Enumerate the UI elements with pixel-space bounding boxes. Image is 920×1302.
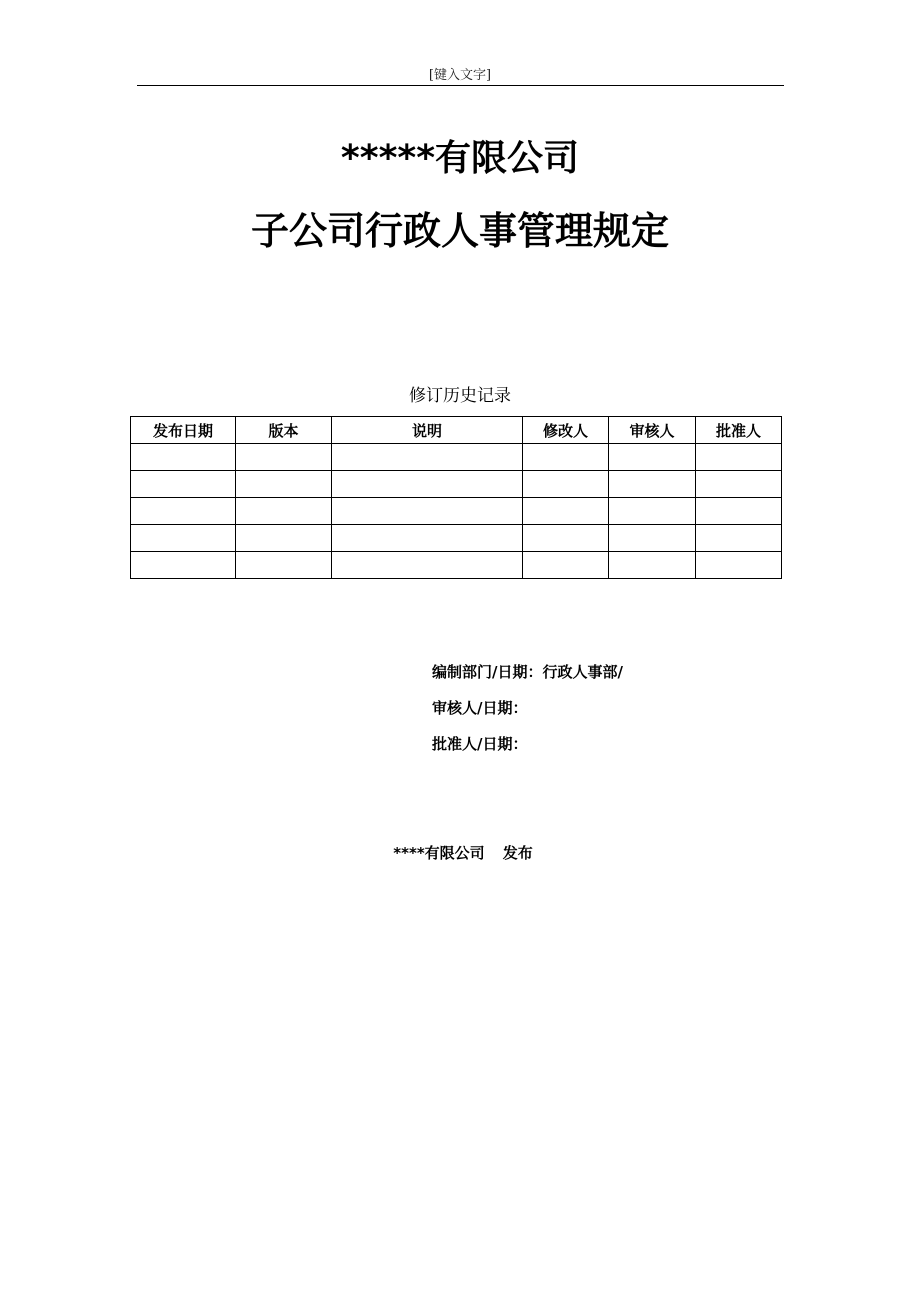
table-cell bbox=[523, 498, 609, 525]
header-rule bbox=[137, 85, 784, 86]
table-row bbox=[131, 444, 782, 471]
table-cell bbox=[332, 498, 523, 525]
publisher-line bbox=[0, 842, 920, 863]
approver-date: 批准人/日期： bbox=[432, 735, 528, 753]
table-cell bbox=[523, 444, 609, 471]
table-cell bbox=[131, 552, 236, 579]
table-cell bbox=[332, 525, 523, 552]
table-cell bbox=[523, 471, 609, 498]
revision-history-caption: 修订历史记录 bbox=[409, 386, 511, 406]
company-title: *****有限公司 bbox=[340, 138, 580, 179]
table-row bbox=[131, 471, 782, 498]
table-cell bbox=[609, 552, 696, 579]
column-header-reviewer: 审核人 bbox=[609, 417, 696, 444]
table-cell bbox=[609, 471, 696, 498]
table-row bbox=[131, 525, 782, 552]
table-cell bbox=[131, 471, 236, 498]
table-cell bbox=[696, 525, 782, 552]
table-cell bbox=[523, 525, 609, 552]
column-header-description: 说明 bbox=[332, 417, 523, 444]
publisher-company: ****有限公司 bbox=[393, 844, 485, 862]
table-cell bbox=[609, 498, 696, 525]
prepared-by-department-date: 编制部门/日期：行政人事部/ bbox=[432, 663, 623, 681]
table-cell bbox=[236, 444, 332, 471]
table-cell bbox=[696, 444, 782, 471]
table-cell bbox=[332, 471, 523, 498]
column-header-version: 版本 bbox=[236, 417, 332, 444]
table-cell bbox=[332, 444, 523, 471]
column-header-release-date: 发布日期 bbox=[131, 417, 236, 444]
table-cell bbox=[696, 498, 782, 525]
table-cell bbox=[332, 552, 523, 579]
table-cell bbox=[131, 525, 236, 552]
table-cell bbox=[696, 552, 782, 579]
revision-history-table bbox=[130, 416, 782, 579]
table-cell bbox=[236, 552, 332, 579]
document-title: 子公司行政人事管理规定 bbox=[250, 209, 669, 253]
column-header-modifier: 修改人 bbox=[523, 417, 609, 444]
table-cell bbox=[236, 498, 332, 525]
table-row bbox=[131, 552, 782, 579]
page-header-text: [键入文字] bbox=[428, 68, 492, 83]
reviewer-date: 审核人/日期： bbox=[432, 699, 528, 717]
table-cell bbox=[609, 525, 696, 552]
table-row bbox=[131, 498, 782, 525]
table-cell bbox=[131, 498, 236, 525]
table-cell bbox=[696, 471, 782, 498]
table-header-row bbox=[131, 417, 782, 444]
table-cell bbox=[236, 525, 332, 552]
publisher-action: 发布 bbox=[502, 844, 533, 862]
column-header-approver: 批准人 bbox=[696, 417, 782, 444]
table-cell bbox=[523, 552, 609, 579]
table-cell bbox=[609, 444, 696, 471]
table-cell bbox=[131, 444, 236, 471]
table-cell bbox=[236, 471, 332, 498]
